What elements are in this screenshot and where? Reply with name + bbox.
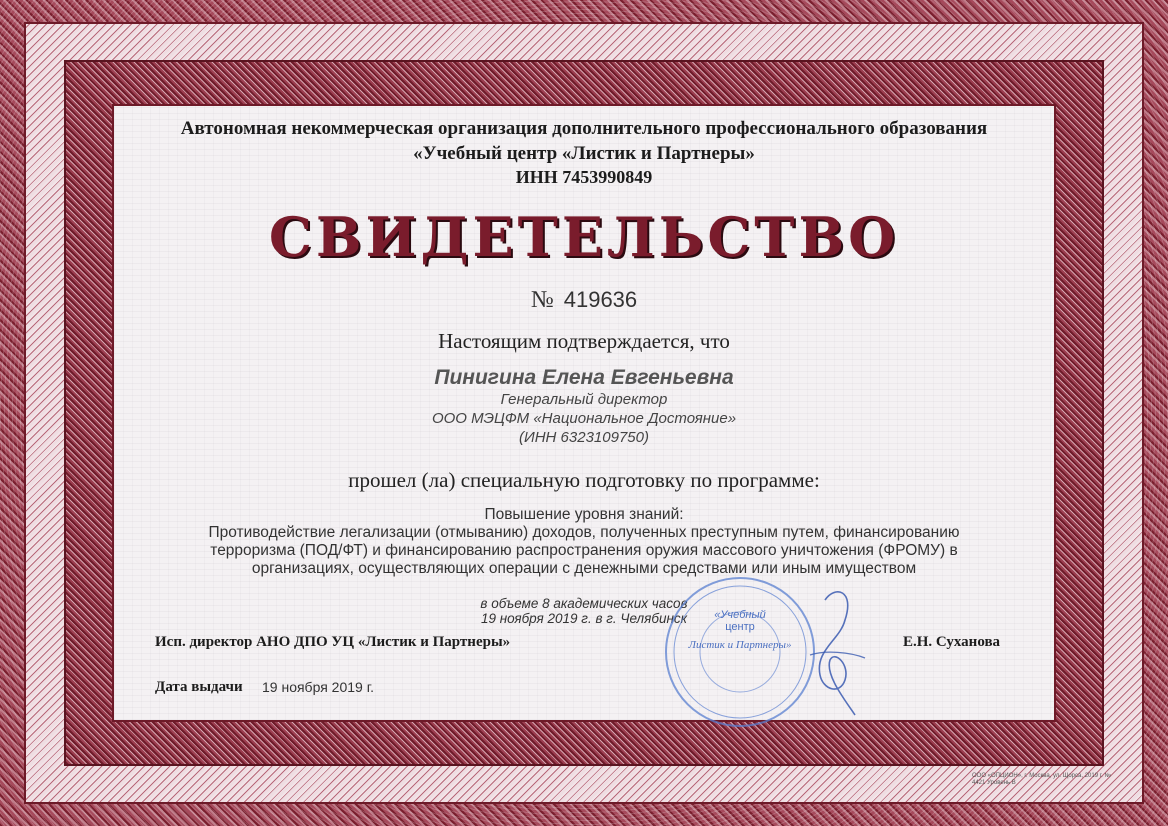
signer-name: Е.Н. Суханова	[903, 634, 1001, 650]
training-volume: в объеме 8 академических часов	[480, 596, 688, 611]
person-organization-inn: (ИНН 6323109750)	[519, 429, 649, 446]
organization-inn: ИНН 7453990849	[515, 167, 653, 187]
passed-training-text: прошел (ла) специальную подготовку по программе:	[348, 468, 820, 492]
training-date-place: 19 ноября 2019 г. в г. Челябинск	[480, 611, 688, 626]
signer-title: Исп. директор АНО ДПО УЦ «Листик и Партнеры»	[155, 634, 511, 650]
program-line-3: организациях, осуществляющих операции с денежными средствами или иным имуществом	[251, 560, 917, 577]
signature-icon	[795, 580, 875, 720]
stamp-text-bottom: Листик и Партнеры»	[688, 639, 792, 651]
person-name: Пинигина Елена Евгеньевна	[434, 366, 734, 389]
stamp-text-mid: центр	[725, 621, 755, 633]
stamp-text-top: «Учебный	[714, 609, 766, 621]
certificate-number-value: 419636	[563, 287, 638, 312]
confirmation-text: Настоящим подтверждается, что	[438, 329, 730, 353]
print-info: ООО «ОПЦИОН», г. Москва, ул. Щорса, 2019 г. № 4421 Уровень B	[972, 773, 1111, 786]
issue-date-label: Дата выдачи	[155, 679, 243, 695]
organization-line-2: «Учебный центр «Листик и Партнеры»	[413, 143, 755, 164]
organization-line-1: Автономная некоммерческая организация дополнительного профессионального образования	[180, 118, 988, 139]
person-organization: ООО МЭЦФМ «Национальное Достояние»	[431, 410, 737, 427]
program-heading: Повышение уровня знаний:	[484, 506, 684, 523]
person-position: Генеральный директор	[500, 391, 668, 408]
program-line-1: Противодействие легализации (отмыванию) доходов, полученных преступным путем, финансированию	[208, 524, 960, 541]
program-line-2: терроризма (ПОД/ФТ) и финансированию распространения оружия массового уничтожения (ФРОМУ) в	[210, 542, 958, 559]
issue-date-value: 19 ноября 2019 г.	[262, 679, 374, 695]
number-sign: №	[530, 287, 554, 313]
certificate-number	[0, 287, 1168, 314]
certificate-title: СВИДЕТЕЛЬСТВО	[268, 205, 900, 269]
